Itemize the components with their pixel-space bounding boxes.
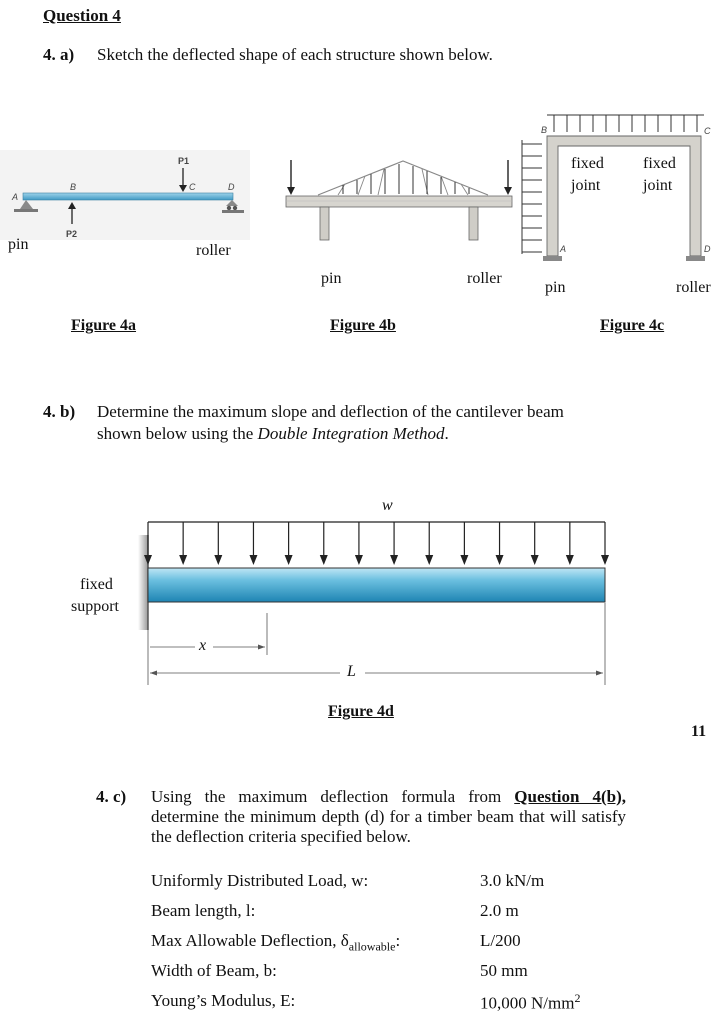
point-label-a: A <box>12 192 19 202</box>
udl-arrow-head <box>390 555 398 565</box>
fig4c-right-support-label: roller <box>676 279 711 296</box>
part-b-text-line2: shown below using the Double Integration Method. <box>97 424 449 443</box>
fig4b-caption: Figure 4b <box>330 317 396 334</box>
load-label-w: w <box>382 497 393 514</box>
param-value: L/200 <box>480 931 521 950</box>
udl-arrow-head <box>285 555 293 565</box>
fig4d-support-line1: fixed <box>80 576 113 593</box>
part-c-text: Using the maximum deflection formula from Question 4(b), determine the minimum depth (d) for a timber beam that will satisfy the deflection criteria specified below. <box>151 787 626 846</box>
fig4d-caption: Figure 4d <box>328 703 394 720</box>
fig4b-left-support-label: pin <box>321 270 342 287</box>
column-4b-right <box>469 207 478 240</box>
fig4c-left-joint-line1: fixed <box>571 155 604 172</box>
marks: 11 <box>691 723 707 740</box>
roller-base-4a <box>222 210 244 213</box>
dimension-label-l: L <box>347 663 356 680</box>
pin-base-4a <box>14 209 38 212</box>
figure-4c-drawing <box>516 104 716 264</box>
load-label-p1: P1 <box>178 156 190 166</box>
fig4a-left-support-label: pin <box>8 236 29 253</box>
udl-4d-arrows <box>144 522 609 565</box>
frame-point-b: B <box>541 125 548 135</box>
udl-arrow-head <box>214 555 222 565</box>
fig4c-right-joint-line1: fixed <box>643 155 676 172</box>
param-label: Width of Beam, b: <box>151 961 277 980</box>
frame-point-a: A <box>560 244 567 254</box>
roller-wheel-4a-1 <box>227 206 231 210</box>
param-value: 3.0 kN/m <box>480 871 545 890</box>
part-a-number: 4. a) <box>43 45 75 64</box>
question-title: Question 4 <box>43 6 121 25</box>
udl-top-arrows <box>554 115 697 132</box>
part-b-text-line1: Determine the maximum slope and deflection of the cantilever beam <box>97 402 564 421</box>
figure-4b-drawing <box>283 155 523 245</box>
beam-4a <box>23 193 233 200</box>
cantilever-beam <box>148 568 605 602</box>
param-value: 10,000 $N/mm^2$ <box>480 991 581 1013</box>
fixed-wall-shade <box>138 535 148 630</box>
fig4c-caption: Figure 4c <box>600 317 665 334</box>
frame-4c <box>547 136 701 256</box>
fig4b-right-support-label: roller <box>467 270 502 287</box>
param-value: 50 mm <box>480 961 528 980</box>
part-b-number: 4. b) <box>43 402 76 421</box>
point-label-c: C <box>189 182 196 192</box>
method-name: Double Integration Method <box>257 424 445 443</box>
question-reference: Question 4(b), <box>514 787 626 806</box>
fig4c-right-joint-line2: joint <box>643 177 673 194</box>
fig4c-left-support-label: pin <box>545 279 566 296</box>
udl-arrow-head <box>566 555 574 565</box>
udl-arrow-head <box>531 555 539 565</box>
triangular-load-arrows <box>343 164 469 194</box>
udl-left-arrows <box>522 144 542 252</box>
param-value: 2.0 m <box>480 901 519 920</box>
param-label: Max Allowable Deflection, $\delta_{allowable}$: <box>151 931 401 954</box>
param-label: Beam length, l: <box>151 901 256 920</box>
part-a-text: Sketch the deflected shape of each structure shown below. <box>97 45 493 64</box>
udl-arrow-head <box>460 555 468 565</box>
roller-support-4c <box>686 256 705 261</box>
point-label-d: D <box>228 182 235 192</box>
load-label-p2: P2 <box>66 229 78 239</box>
fig4a-caption: Figure 4a <box>71 317 137 334</box>
roller-wheel-4a-2 <box>233 206 237 210</box>
pin-support-4c <box>543 256 562 261</box>
udl-arrow-head <box>179 555 187 565</box>
part-c-number: 4. c) <box>96 787 127 806</box>
frame-point-c: C <box>704 126 711 136</box>
param-label: Young’s Modulus, E: <box>151 991 296 1010</box>
udl-arrow-head <box>320 555 328 565</box>
beam-4b <box>286 196 512 207</box>
udl-arrow-head <box>496 555 504 565</box>
fig4a-right-support-label: roller <box>196 242 231 259</box>
point-label-b: B <box>70 182 77 192</box>
param-label: Uniformly Distributed Load, w: <box>151 871 369 890</box>
figure-4d-drawing <box>120 495 620 695</box>
udl-arrow-head <box>249 555 257 565</box>
fig4c-left-joint-line2: joint <box>571 177 601 194</box>
column-4b-left <box>320 207 329 240</box>
fig4d-support-line2: support <box>71 598 119 615</box>
dimension-label-x: x <box>199 637 207 654</box>
udl-arrow-head <box>425 555 433 565</box>
udl-arrow-head <box>355 555 363 565</box>
udl-arrow-head <box>601 555 609 565</box>
frame-point-d: D <box>704 244 711 254</box>
